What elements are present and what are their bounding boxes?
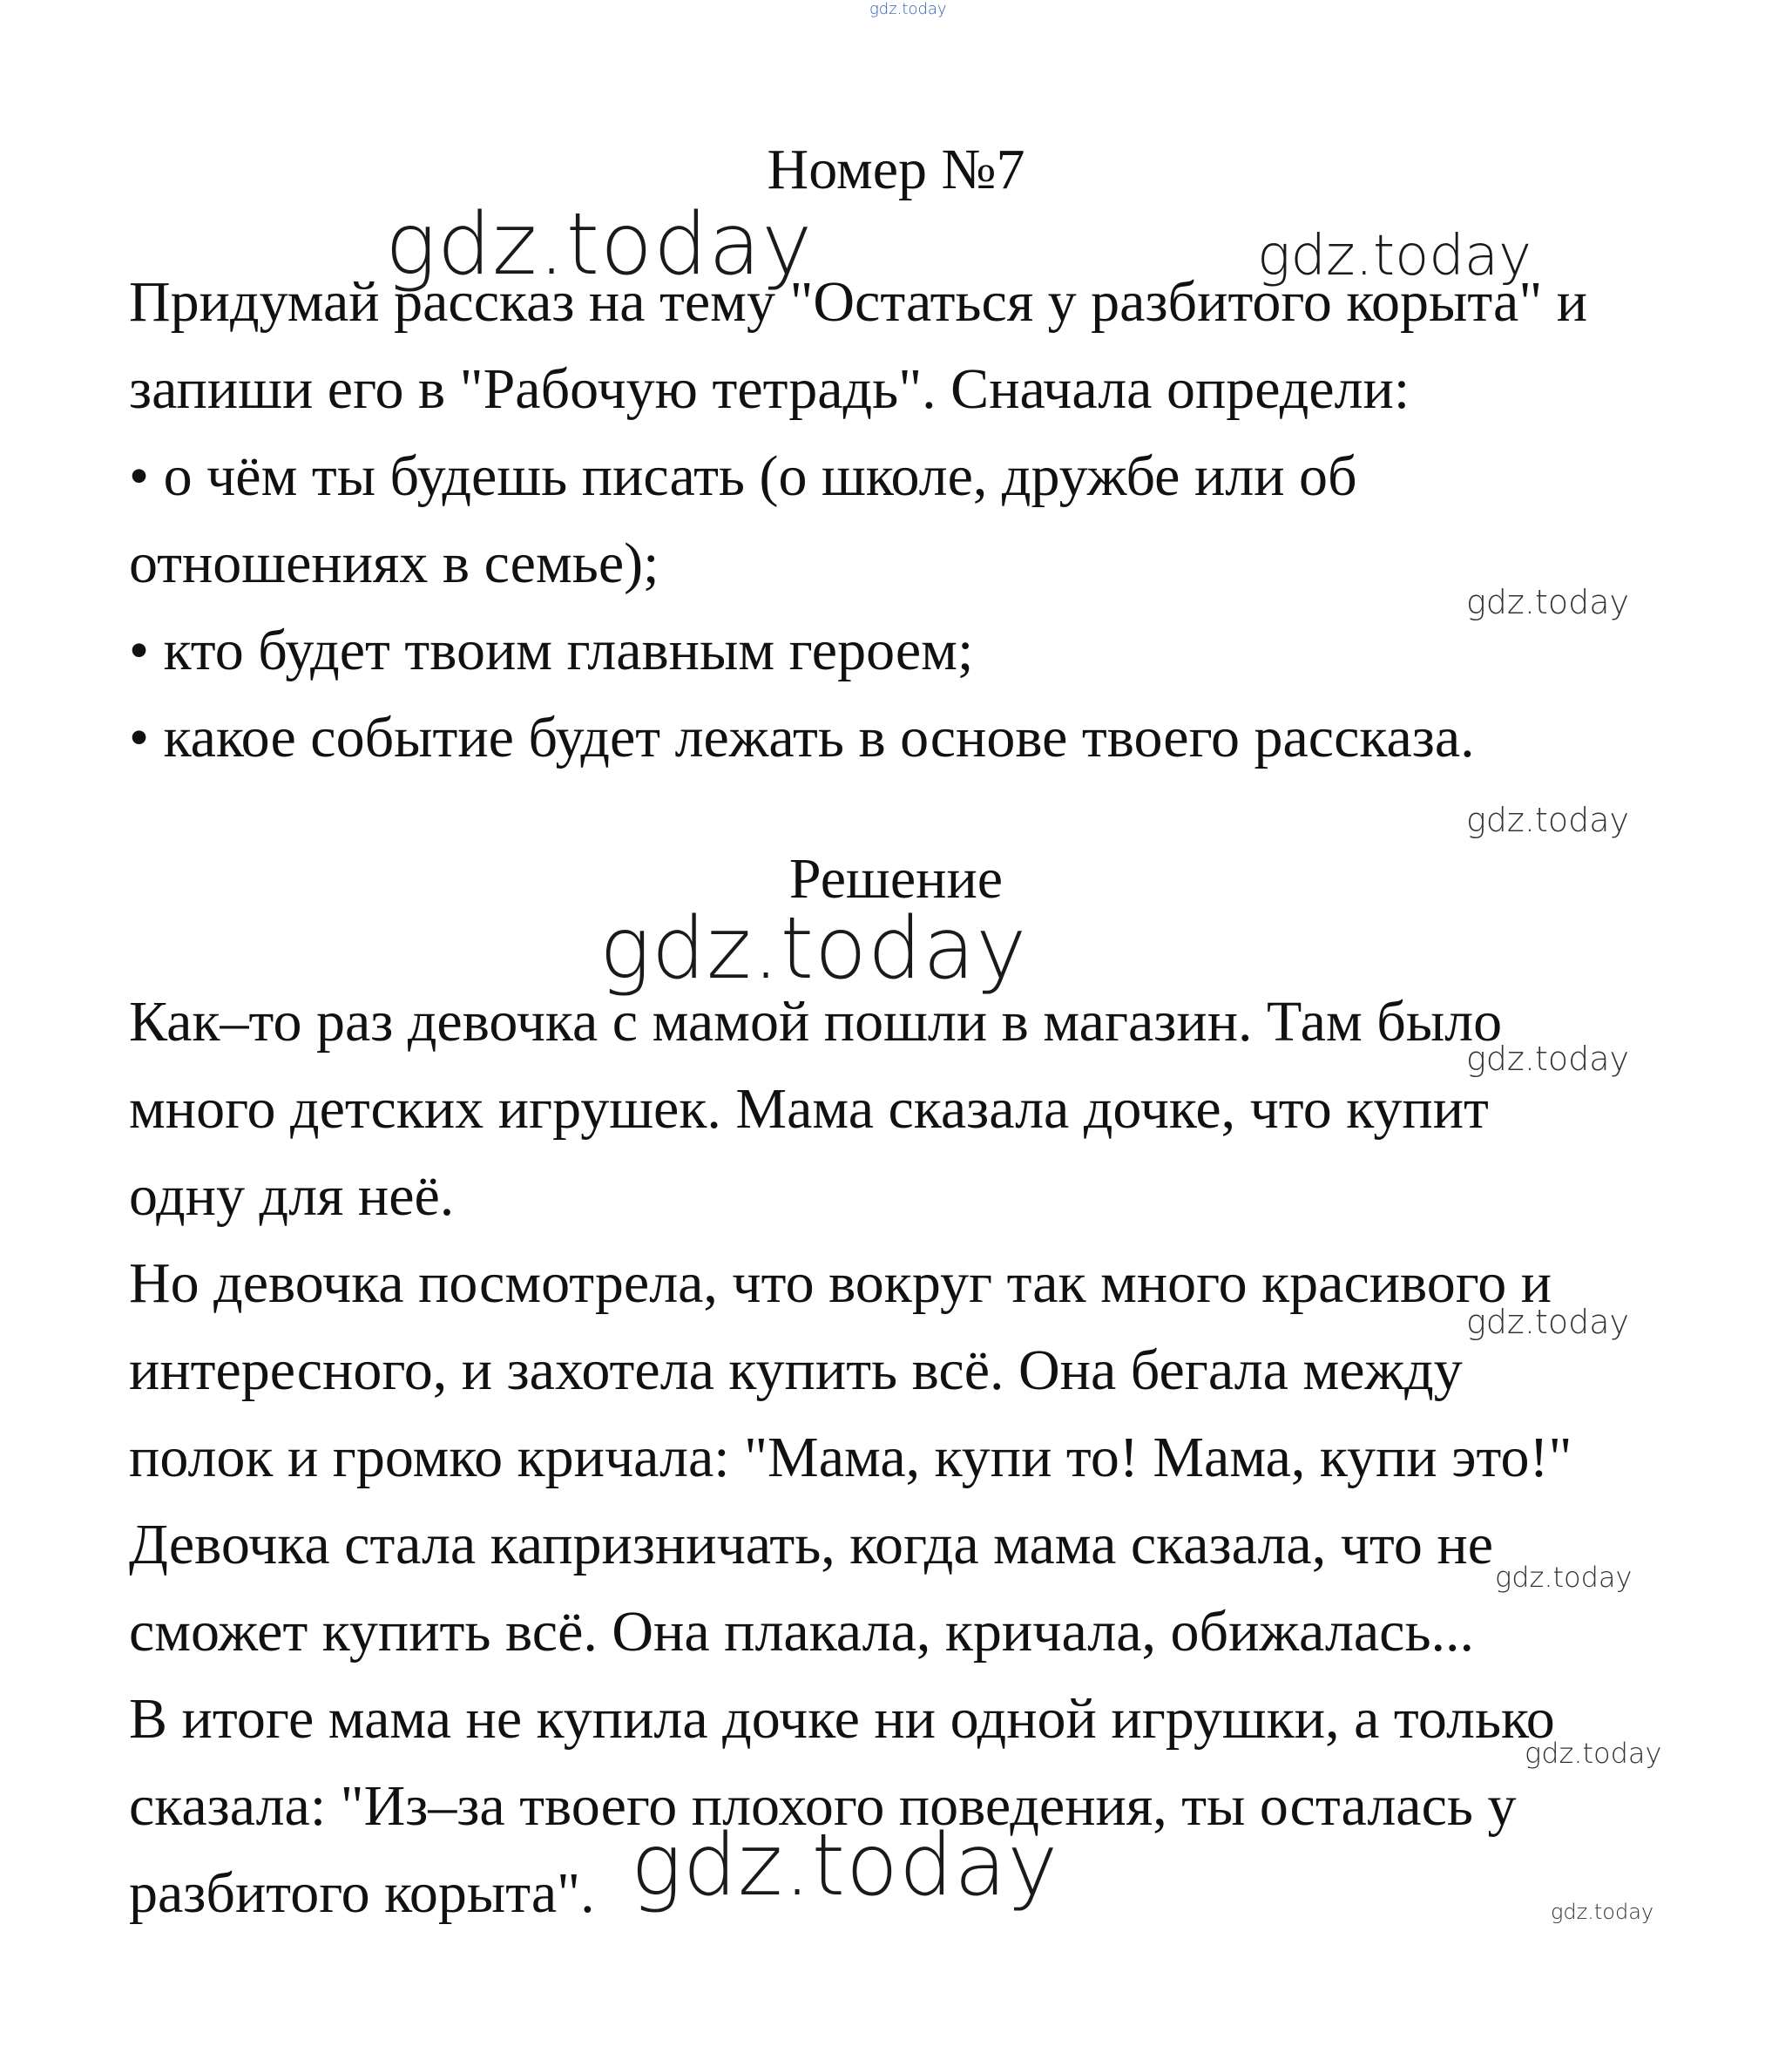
solution-line: В итоге мама не купила дочке ни одной игрушки, а только	[129, 1687, 1555, 1751]
watermark: gdz.today	[1466, 1303, 1629, 1341]
task-line: запиши его в "Рабочую тетрадь". Сначала определи:	[129, 357, 1410, 421]
watermark: gdz.today	[1466, 1040, 1629, 1078]
watermark: gdz.today	[1495, 1561, 1633, 1594]
solution-line: Как–то раз девочка с мамой пошли в магазин. Там было	[129, 990, 1503, 1054]
solution-line: интересного, и захотела купить всё. Она бегала между	[129, 1338, 1463, 1402]
watermark: gdz.today	[1551, 1900, 1654, 1924]
task-line: Придумай рассказ на тему "Остаться у разбитого корыта" и	[129, 270, 1588, 334]
solution-line: полок и громко кричала: "Мама, купи то! Мама, купи это!"	[129, 1426, 1572, 1489]
solution-line: Но девочка посмотрела, что вокруг так много красивого и	[129, 1251, 1552, 1315]
solution-line: сможет купить всё. Она плакала, кричала, обижалась...	[129, 1600, 1475, 1664]
watermark: gdz.today	[599, 899, 1028, 999]
watermark: gdz.today	[1257, 224, 1532, 288]
solution-title: Решение	[788, 847, 1004, 911]
watermark: gdz.today	[1466, 583, 1629, 621]
watermark: gdz.today	[1466, 801, 1629, 839]
watermark: gdz.today	[1525, 1737, 1662, 1770]
solution-line: разбитого корыта".	[129, 1861, 595, 1925]
task-line: • о чём ты будешь писать (о школе, дружбе или об	[129, 444, 1357, 508]
watermark: gdz.today	[631, 1816, 1059, 1915]
solution-line: Девочка стала капризничать, когда мама сказала, что не	[129, 1513, 1493, 1576]
task-title: Номер №7	[767, 138, 1025, 201]
solution-line: сказала: "Из–за твоего плохого поведения, ты осталась у	[129, 1774, 1517, 1838]
task-line: • кто будет твоим главным героем;	[129, 619, 974, 682]
task-line: отношениях в семье);	[129, 532, 659, 595]
solution-line: одну для неё.	[129, 1164, 455, 1228]
task-line: • какое событие будет лежать в основе твоего рассказа.	[129, 706, 1475, 769]
watermark: gdz.today	[869, 0, 947, 18]
watermark: gdz.today	[385, 195, 814, 295]
solution-line: много детских игрушек. Мама сказала дочке, что купит	[129, 1077, 1489, 1141]
